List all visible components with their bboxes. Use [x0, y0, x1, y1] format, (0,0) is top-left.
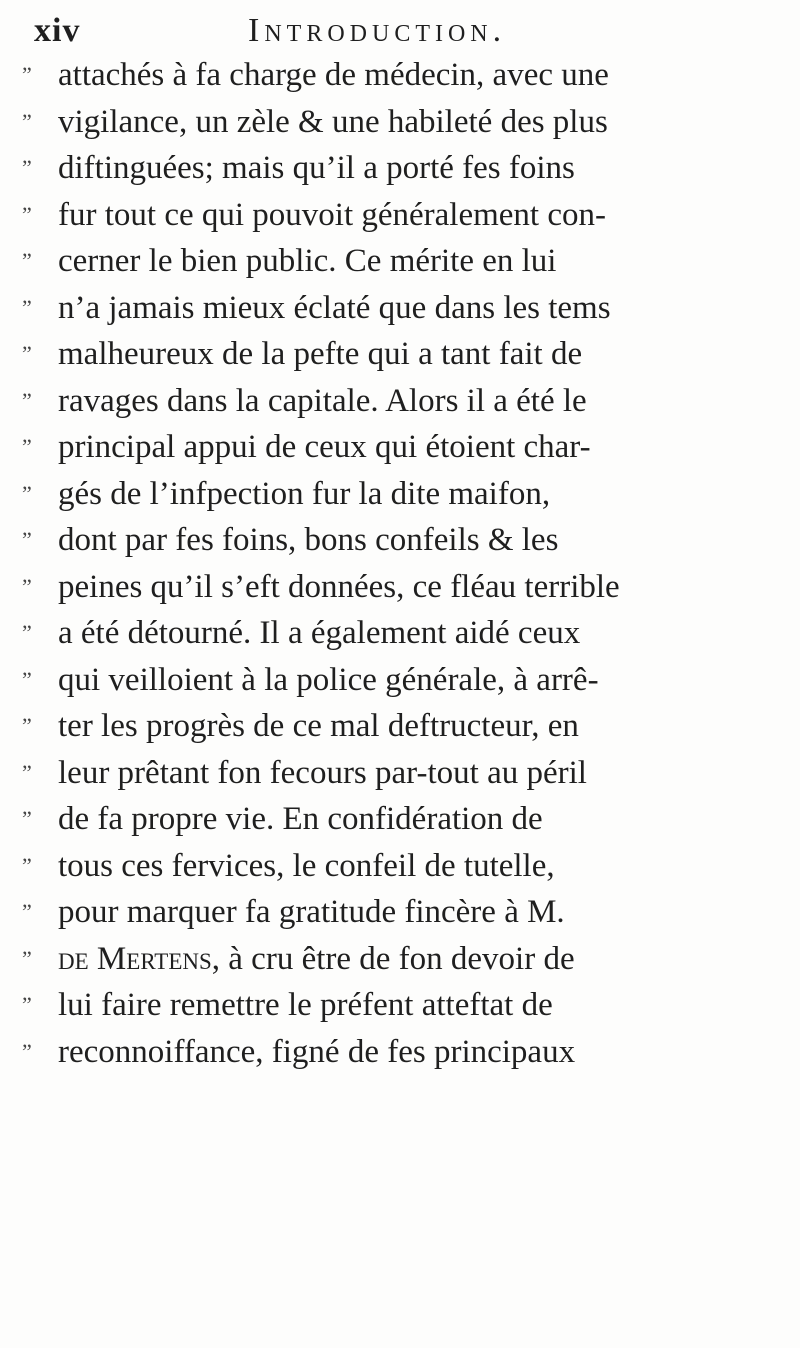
quote-mark: ”: [22, 62, 32, 87]
quote-mark: ”: [22, 434, 32, 459]
text-line: [22, 843, 792, 890]
quote-mark: ”: [22, 899, 32, 924]
text-line: [22, 889, 792, 936]
text-line: [22, 145, 792, 192]
quote-mark: ”: [22, 620, 32, 645]
text-line: [22, 517, 792, 564]
text-line: [22, 52, 792, 99]
line-text: vigilance, un zèle & une habileté des plus: [58, 103, 608, 140]
text-line: [22, 564, 792, 611]
quote-mark: ”: [22, 201, 32, 227]
quote-mark: ”: [22, 108, 32, 134]
quote-mark: ”: [22, 992, 32, 1017]
quote-mark: ”: [22, 155, 32, 180]
quote-mark: ”: [22, 294, 32, 320]
line-text: diftinguées; mais qu’il a porté fes foins: [58, 150, 575, 186]
line-text: ter les progrès de ce mal deftructeur, en: [58, 708, 579, 744]
line-text: gés de l’infpection fur la dite maifon,: [58, 475, 551, 512]
text-line: [22, 1029, 792, 1076]
page-header: [20, 12, 790, 56]
line-text: a été détourné. Il a également aidé ceux: [58, 615, 581, 651]
quote-mark: ”: [22, 1038, 32, 1064]
line-text: leur prêtant fon fecours par-tout au péril: [58, 754, 587, 791]
line-text: dont par fes foins, bons confeils & les: [58, 522, 559, 558]
line-text: tous ces fervices, le confeil de tutelle,: [58, 847, 555, 884]
text-line: [22, 331, 792, 378]
text-line: [22, 936, 792, 983]
line-text: peines qu’il s’eft données, ce fléau terrible: [58, 568, 620, 605]
text-line: [22, 750, 792, 797]
quote-mark: ”: [22, 341, 32, 366]
line-text: ravages dans la capitale. Alors il a été le: [58, 382, 587, 419]
line-text: reconnoiffance, figné de fes principaux: [58, 1033, 576, 1070]
quote-mark: ”: [22, 759, 32, 785]
line-prefix: de: [58, 940, 97, 977]
line-text: malheureux de la pefte qui a tant fait de: [58, 336, 583, 372]
text-line: [22, 703, 792, 750]
text-line: [22, 471, 792, 518]
line-text: cerner le bien public. Ce mérite en lui: [58, 243, 557, 279]
text-line: [22, 238, 792, 285]
quote-mark: ”: [22, 666, 32, 692]
line-text: de fa propre vie. En confidération de: [58, 801, 543, 837]
quote-mark: ”: [22, 945, 32, 971]
quote-mark: ”: [22, 573, 32, 599]
text-line: [22, 610, 792, 657]
line-text: lui faire remettre le préfent atteftat de: [58, 987, 553, 1023]
line-text: n’a jamais mieux éclaté que dans les tems: [58, 289, 611, 326]
running-title: Introduction.: [248, 12, 507, 49]
text-line: [22, 378, 792, 425]
quote-mark: ”: [22, 248, 32, 273]
line-suffix: , à cru être de fon devoir de: [211, 940, 575, 977]
line-text: qui veilloient à la police générale, à arrê-: [58, 661, 599, 698]
quote-mark: ”: [22, 852, 32, 878]
quote-mark: ”: [22, 713, 32, 738]
person-name: Mertens: [96, 940, 212, 977]
quote-mark: ”: [22, 527, 32, 552]
quote-mark: ”: [22, 480, 32, 506]
line-text: fur tout ce qui pouvoit généralement con-: [58, 196, 606, 233]
line-text: pour marquer fa gratitude fincère à M.: [58, 894, 565, 930]
text-line: [22, 657, 792, 704]
page-number: xiv: [34, 12, 81, 49]
body-text: [22, 52, 792, 1075]
text-line: [22, 424, 792, 471]
text-line: [22, 796, 792, 843]
text-line: [22, 285, 792, 332]
text-line: [22, 192, 792, 239]
quote-mark: ”: [22, 387, 32, 413]
line-text: attachés à fa charge de médecin, avec une: [58, 57, 609, 93]
quote-mark: ”: [22, 806, 32, 831]
text-line: [22, 982, 792, 1029]
line-text: principal appui de ceux qui étoient char-: [58, 429, 591, 465]
text-line: [22, 99, 792, 146]
line-text: [58, 936, 575, 983]
